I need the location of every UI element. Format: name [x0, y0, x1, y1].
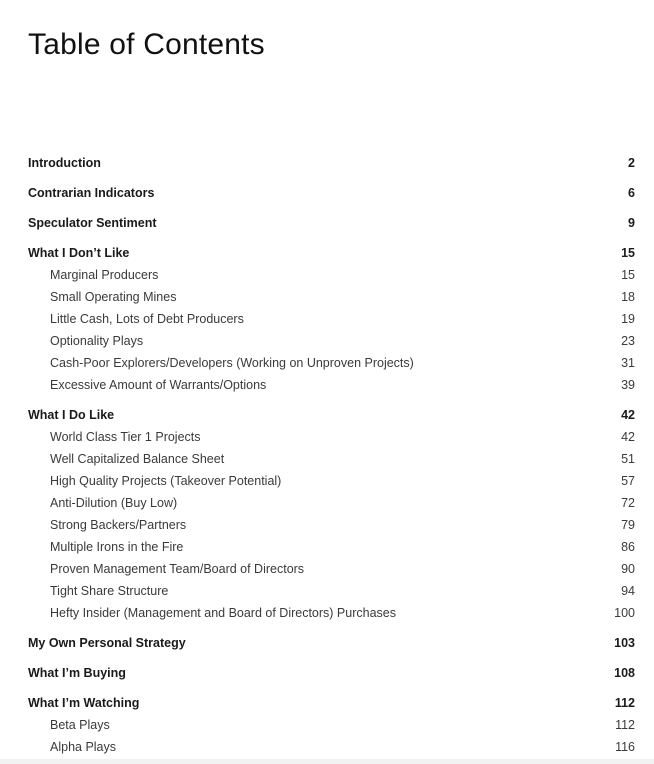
toc-entry-speculator-sentiment[interactable] — [28, 215, 635, 232]
toc-entry-what-im-watching[interactable] — [28, 695, 635, 712]
toc-entry-page: 9 — [628, 216, 635, 230]
toc-entry-page: 6 — [628, 186, 635, 200]
toc-entry-marginal-producers[interactable] — [28, 267, 635, 284]
toc-entry-strong-backers-partners[interactable] — [28, 517, 635, 534]
toc-entry-page: 57 — [621, 474, 635, 488]
toc-entry-page: 15 — [621, 268, 635, 282]
toc-entry-label: What I’m Buying — [28, 666, 126, 680]
toc-entry-what-im-buying[interactable] — [28, 665, 635, 682]
toc-entry-page: 19 — [621, 312, 635, 326]
toc-entry-label: Contrarian Indicators — [28, 186, 155, 200]
page-title: Table of Contents — [28, 28, 265, 61]
toc-entry-proven-management-team[interactable] — [28, 561, 635, 578]
toc-entry-label: Introduction — [28, 156, 101, 170]
toc-entry-label: What I Don’t Like — [28, 246, 130, 260]
page-bottom-edge — [0, 759, 654, 764]
toc-entry-page: 72 — [621, 496, 635, 510]
toc-entry-page: 18 — [621, 290, 635, 304]
toc-entry-label: Beta Plays — [50, 718, 110, 732]
toc-entry-label: High Quality Projects (Takeover Potential) — [50, 474, 282, 488]
toc-entry-page: 2 — [628, 156, 635, 170]
toc-entry-label: Multiple Irons in the Fire — [50, 540, 184, 554]
toc-entry-what-i-dont-like[interactable] — [28, 245, 635, 262]
toc-entry-introduction[interactable] — [28, 155, 635, 172]
toc-entry-label: What I’m Watching — [28, 696, 140, 710]
toc-entry-page: 23 — [621, 334, 635, 348]
table-of-contents — [28, 155, 635, 756]
toc-entry-hefty-insider-purchases[interactable] — [28, 605, 635, 622]
toc-entry-page: 86 — [621, 540, 635, 554]
toc-entry-label: Alpha Plays — [50, 740, 117, 754]
toc-entry-page: 42 — [621, 408, 635, 422]
toc-entry-page: 90 — [621, 562, 635, 576]
toc-entry-page: 42 — [621, 430, 635, 444]
toc-entry-page: 79 — [621, 518, 635, 532]
toc-entry-little-cash-lots-of-debt[interactable] — [28, 311, 635, 328]
toc-entry-excessive-warrants-options[interactable] — [28, 377, 635, 394]
toc-entry-my-own-personal-strategy[interactable] — [28, 635, 635, 652]
toc-entry-optionality-plays[interactable] — [28, 333, 635, 350]
toc-entry-page: 39 — [621, 378, 635, 392]
toc-entry-label: Speculator Sentiment — [28, 216, 157, 230]
toc-entry-page: 116 — [615, 740, 635, 754]
toc-entry-page: 15 — [621, 246, 635, 260]
toc-entry-label: Cash-Poor Explorers/Developers (Working on Unproven Projects) — [50, 356, 414, 370]
toc-entry-label: Marginal Producers — [50, 268, 159, 282]
toc-entry-label: Hefty Insider (Management and Board of Directors) Purchases — [50, 606, 396, 620]
toc-entry-label: Small Operating Mines — [50, 290, 177, 304]
toc-entry-label: World Class Tier 1 Projects — [50, 430, 201, 444]
toc-entry-small-operating-mines[interactable] — [28, 289, 635, 306]
toc-entry-page: 94 — [621, 584, 635, 598]
toc-entry-label: Optionality Plays — [50, 334, 144, 348]
toc-entry-page: 51 — [621, 452, 635, 466]
toc-entry-page: 112 — [614, 696, 635, 710]
toc-entry-page: 31 — [621, 356, 635, 370]
toc-entry-alpha-plays[interactable] — [28, 739, 635, 756]
toc-entry-multiple-irons-in-the-fire[interactable] — [28, 539, 635, 556]
toc-entry-label: Anti-Dilution (Buy Low) — [50, 496, 178, 510]
toc-entry-cash-poor-explorers[interactable] — [28, 355, 635, 372]
toc-entry-page: 112 — [615, 718, 635, 732]
toc-entry-tight-share-structure[interactable] — [28, 583, 635, 600]
toc-entry-label: Proven Management Team/Board of Directors — [50, 562, 305, 576]
toc-entry-anti-dilution[interactable] — [28, 495, 635, 512]
toc-entry-page: 103 — [614, 636, 635, 650]
toc-entry-label: Strong Backers/Partners — [50, 518, 187, 532]
toc-entry-page: 108 — [614, 666, 635, 680]
toc-entry-label: Little Cash, Lots of Debt Producers — [50, 312, 244, 326]
toc-entry-contrarian-indicators[interactable] — [28, 185, 635, 202]
toc-entry-high-quality-projects[interactable] — [28, 473, 635, 490]
toc-entry-label: Tight Share Structure — [50, 584, 169, 598]
toc-entry-page: 100 — [614, 606, 635, 620]
toc-entry-label: What I Do Like — [28, 408, 115, 422]
toc-entry-what-i-do-like[interactable] — [28, 407, 635, 424]
toc-entry-label: Well Capitalized Balance Sheet — [50, 452, 225, 466]
toc-entry-label: Excessive Amount of Warrants/Options — [50, 378, 267, 392]
toc-entry-label: My Own Personal Strategy — [28, 636, 186, 650]
toc-entry-beta-plays[interactable] — [28, 717, 635, 734]
toc-entry-well-capitalized-balance-sheet[interactable] — [28, 451, 635, 468]
toc-entry-world-class-tier-1[interactable] — [28, 429, 635, 446]
